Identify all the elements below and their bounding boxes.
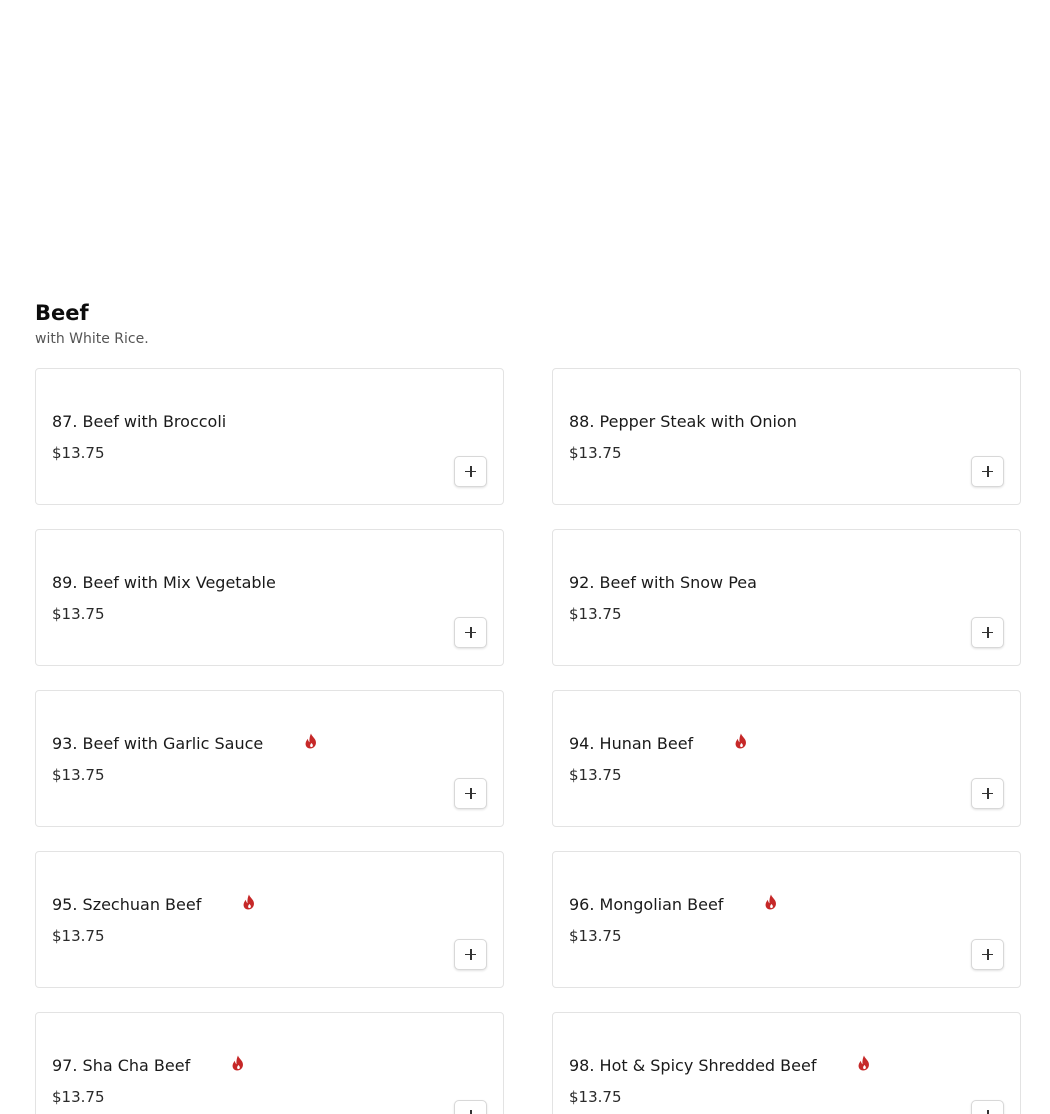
item-price: $13.75 [52,1088,105,1106]
item-name-row [52,731,317,755]
add-to-cart-button[interactable] [971,939,1004,970]
item-name: 87. Beef with Broccoli [52,411,227,431]
item-name: 89. Beef with Mix Vegetable [52,572,276,592]
menu-item-card[interactable] [552,690,1021,827]
add-to-cart-button[interactable] [971,1100,1004,1114]
plus-icon [982,788,993,799]
add-to-cart-button[interactable] [971,778,1004,809]
menu-item-card[interactable] [552,368,1021,505]
menu-item-card[interactable] [35,529,504,666]
spicy-flame-icon [858,1055,870,1071]
item-name: 94. Hunan Beef [569,733,694,753]
item-name-row [569,409,797,433]
section-title: Beef [35,301,89,325]
spicy-flame-icon [243,894,255,910]
plus-icon [982,627,993,638]
item-name: 98. Hot & Spicy Shredded Beef [569,1055,817,1075]
add-to-cart-button[interactable] [454,939,487,970]
item-name-row [569,570,757,594]
item-name: 93. Beef with Garlic Sauce [52,733,264,753]
plus-icon [465,466,476,477]
item-name: 95. Szechuan Beef [52,894,202,914]
item-price: $13.75 [569,1088,622,1106]
item-price: $13.75 [52,444,105,462]
section-subtitle: with White Rice. [35,331,149,347]
item-name-row [52,409,226,433]
item-name-row [52,892,255,916]
spicy-flame-icon [305,733,317,749]
menu-item-card[interactable] [35,851,504,988]
item-name-row [569,1053,870,1077]
menu-item-card[interactable] [35,368,504,505]
plus-icon [982,1110,993,1114]
item-price: $13.75 [52,766,105,784]
add-to-cart-button[interactable] [454,456,487,487]
plus-icon [465,1110,476,1114]
add-to-cart-button[interactable] [454,778,487,809]
item-name-row [569,731,747,755]
item-price: $13.75 [52,605,105,623]
menu-item-grid [35,368,1021,1114]
item-name-row [52,570,276,594]
item-name: 97. Sha Cha Beef [52,1055,191,1075]
add-to-cart-button[interactable] [971,456,1004,487]
item-price: $13.75 [52,927,105,945]
plus-icon [982,949,993,960]
plus-icon [465,627,476,638]
spicy-flame-icon [765,894,777,910]
spicy-flame-icon [735,733,747,749]
menu-item-card[interactable] [552,529,1021,666]
plus-icon [465,788,476,799]
item-name: 96. Mongolian Beef [569,894,724,914]
add-to-cart-button[interactable] [454,1100,487,1114]
item-name-row [52,1053,244,1077]
add-to-cart-button[interactable] [454,617,487,648]
menu-item-card[interactable] [35,690,504,827]
add-to-cart-button[interactable] [971,617,1004,648]
section-header [35,298,149,350]
item-name: 88. Pepper Steak with Onion [569,411,797,431]
item-name: 92. Beef with Snow Pea [569,572,757,592]
item-price: $13.75 [569,444,622,462]
item-name-row [569,892,777,916]
menu-item-card[interactable] [35,1012,504,1114]
menu-item-card[interactable] [552,1012,1021,1114]
plus-icon [982,466,993,477]
item-price: $13.75 [569,766,622,784]
spicy-flame-icon [232,1055,244,1071]
item-price: $13.75 [569,927,622,945]
plus-icon [465,949,476,960]
item-price: $13.75 [569,605,622,623]
menu-item-card[interactable] [552,851,1021,988]
